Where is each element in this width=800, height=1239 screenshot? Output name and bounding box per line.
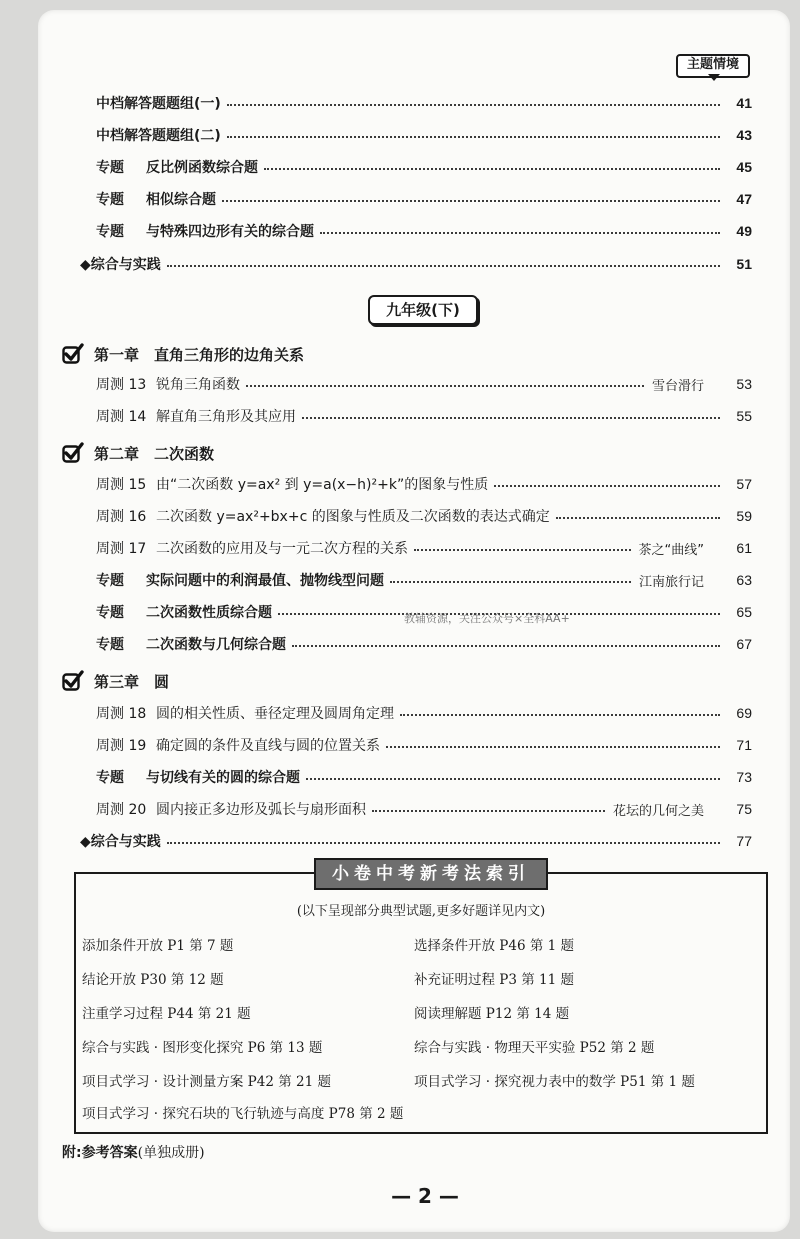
index-item[interactable]: 注重学习过程 P44 第 21 题 xyxy=(82,1006,251,1022)
leader-dots xyxy=(400,714,720,716)
toc-page: 67 xyxy=(736,636,752,652)
index-item[interactable]: 选择条件开放 P46 第 1 题 xyxy=(414,938,575,954)
toc-row[interactable] xyxy=(96,186,752,212)
toc-row[interactable] xyxy=(96,732,752,758)
toc-row[interactable] xyxy=(96,631,752,657)
toc-note: 江南旅行记 xyxy=(638,574,704,590)
toc-prefix: 周测 20 xyxy=(96,802,147,818)
toc-prefix: 周测 17 xyxy=(96,541,147,557)
toc-prefix: 专题 xyxy=(96,573,124,589)
toc-label: 圆内接正多边形及弧长与扇形面积 xyxy=(156,802,366,818)
index-item[interactable]: 项目式学习 · 探究石块的飞行轨迹与高度 P78 第 2 题 xyxy=(82,1106,404,1122)
toc-row[interactable] xyxy=(96,535,752,561)
chapter-title: 第二章 二次函数 xyxy=(94,444,215,463)
toc-prefix: 专题 xyxy=(96,192,124,208)
toc-label: 圆的相关性质、垂径定理及圆周角定理 xyxy=(156,706,394,722)
toc-note: 花坛的几何之美 xyxy=(612,803,704,819)
toc-prefix: 专题 xyxy=(96,637,124,653)
toc-row[interactable] xyxy=(96,503,752,529)
grade-title: 九年级(下) xyxy=(368,295,478,325)
toc-row[interactable] xyxy=(96,700,752,726)
toc-prefix: 周测 18 xyxy=(96,706,147,722)
checkbox-checked-icon xyxy=(62,442,84,464)
leader-dots xyxy=(306,778,720,780)
leader-dots xyxy=(264,168,720,170)
leader-dots xyxy=(556,517,720,519)
toc-label: 二次函数的应用及与一元二次方程的关系 xyxy=(156,541,408,557)
toc-prefix: 周测 13 xyxy=(96,377,147,393)
page-number: — 2 — xyxy=(391,1184,459,1208)
toc-page: 55 xyxy=(736,408,752,424)
chapter-title: 第一章 直角三角形的边角关系 xyxy=(94,345,305,364)
toc-page: 43 xyxy=(736,127,752,143)
toc-label: 中档解答题题组(二) xyxy=(96,128,221,144)
toc-page: 41 xyxy=(736,95,752,111)
index-title: 小卷中考新考法索引 xyxy=(314,858,548,890)
toc-row[interactable] xyxy=(96,567,752,593)
toc-prefix: 专题 xyxy=(96,224,124,240)
toc-label: 二次函数与几何综合题 xyxy=(146,637,286,653)
toc-page: 53 xyxy=(736,376,752,392)
leader-dots xyxy=(292,645,720,647)
index-item[interactable]: 项目式学习 · 设计测量方案 P42 第 21 题 xyxy=(82,1074,331,1090)
toc-prefix: 周测 19 xyxy=(96,738,147,754)
watermark-text: 教辅资源，关注公众号×全科AA+ xyxy=(404,612,570,625)
toc-prefix: 周测 16 xyxy=(96,509,147,525)
toc-label: 与特殊四边形有关的综合题 xyxy=(146,224,314,240)
toc-page: 73 xyxy=(736,769,752,785)
toc-page: 77 xyxy=(736,833,752,849)
index-item[interactable]: 补充证明过程 P3 第 11 题 xyxy=(414,972,575,988)
toc-page: 49 xyxy=(736,223,752,239)
toc-prefix: 周测 15 xyxy=(96,477,147,493)
toc-label: 实际问题中的利润最值、抛物线型问题 xyxy=(146,573,384,589)
toc-page: 61 xyxy=(736,540,752,556)
toc-label: 中档解答题题组(一) xyxy=(96,96,221,112)
toc-page: 69 xyxy=(736,705,752,721)
toc-row[interactable] xyxy=(96,403,752,429)
toc-row[interactable] xyxy=(96,471,752,497)
toc-label: 相似综合题 xyxy=(146,192,216,208)
toc-row[interactable] xyxy=(96,218,752,244)
chapter-heading[interactable] xyxy=(62,667,169,695)
toc-row[interactable] xyxy=(96,796,752,822)
chapter-title: 第三章 圆 xyxy=(94,672,170,691)
leader-dots xyxy=(494,485,720,487)
toc-page: 47 xyxy=(736,191,752,207)
toc-note: 茶之“曲线” xyxy=(638,542,704,558)
toc-label: 确定圆的条件及直线与圆的位置关系 xyxy=(156,738,380,754)
toc-row[interactable] xyxy=(96,371,752,397)
toc-page: 57 xyxy=(736,476,752,492)
index-subtitle: (以下呈现部分典型试题,更多好题详见内文) xyxy=(296,904,546,919)
index-item[interactable]: 项目式学习 · 探究视力表中的数学 P51 第 1 题 xyxy=(414,1074,695,1090)
toc-label: 与切线有关的圆的综合题 xyxy=(146,770,300,786)
toc-label: 由“二次函数 y=ax² 到 y=a(x−h)²+k”的图象与性质 xyxy=(156,477,489,493)
answer-note: (单独成册) xyxy=(137,1145,205,1161)
leader-dots xyxy=(386,746,720,748)
toc-page: 59 xyxy=(736,508,752,524)
leader-dots xyxy=(390,581,631,583)
toc-page: 51 xyxy=(736,256,752,272)
toc-row[interactable] xyxy=(96,122,752,148)
index-item[interactable]: 综合与实践 · 图形变化探究 P6 第 13 题 xyxy=(82,1040,323,1056)
index-item[interactable]: 添加条件开放 P1 第 7 题 xyxy=(82,938,234,954)
toc-label: 反比例函数综合题 xyxy=(146,160,258,176)
toc-row[interactable] xyxy=(96,154,752,180)
toc-page: 75 xyxy=(736,801,752,817)
toc-note: 雪台滑行 xyxy=(651,378,704,394)
header-tag xyxy=(676,54,750,78)
toc-label: 锐角三角函数 xyxy=(156,377,240,393)
toc-row-practice[interactable] xyxy=(80,828,752,854)
index-item[interactable]: 综合与实践 · 物理天平实验 P52 第 2 题 xyxy=(414,1040,655,1056)
index-item[interactable]: 阅读理解题 P12 第 14 题 xyxy=(414,1006,570,1022)
toc-page: 45 xyxy=(736,159,752,175)
chapter-heading[interactable] xyxy=(62,340,304,368)
toc-row[interactable] xyxy=(96,764,752,790)
checkbox-checked-icon xyxy=(62,343,84,365)
header-tag-label: 主题情境 xyxy=(686,57,739,72)
answer-label: 附:参考答案 xyxy=(62,1145,138,1161)
leader-dots xyxy=(222,200,720,202)
leader-dots xyxy=(372,810,605,812)
leader-dots xyxy=(227,104,720,106)
toc-prefix: 专题 xyxy=(96,160,124,176)
toc-label: 解直角三角形及其应用 xyxy=(156,409,296,425)
checkbox-checked-icon xyxy=(62,670,84,692)
toc-label: ◆综合与实践 xyxy=(80,257,161,273)
leader-dots xyxy=(167,265,720,267)
toc-label: 二次函数 y=ax²+bx+c 的图象与性质及二次函数的表达式确定 xyxy=(156,509,550,525)
leader-dots xyxy=(320,232,720,234)
toc-row[interactable] xyxy=(96,90,752,116)
toc-prefix: 专题 xyxy=(96,605,124,621)
leader-dots xyxy=(227,136,720,138)
leader-dots xyxy=(302,417,720,419)
answer-footer xyxy=(62,1142,205,1162)
toc-page: 63 xyxy=(736,572,752,588)
leader-dots xyxy=(167,842,720,844)
chapter-heading[interactable] xyxy=(62,439,214,467)
index-item[interactable]: 结论开放 P30 第 12 题 xyxy=(82,972,224,988)
toc-page: 71 xyxy=(736,737,752,753)
toc-prefix: 周测 14 xyxy=(96,409,147,425)
leader-dots xyxy=(246,385,644,387)
toc-prefix: 专题 xyxy=(96,770,124,786)
toc-row-practice[interactable] xyxy=(80,251,752,277)
leader-dots xyxy=(414,549,631,551)
exam-index-box xyxy=(74,864,768,1134)
toc-label: 二次函数性质综合题 xyxy=(146,605,272,621)
tag-tail-icon xyxy=(708,74,720,81)
toc-page: 65 xyxy=(736,604,752,620)
toc-label: ◆综合与实践 xyxy=(80,834,161,850)
